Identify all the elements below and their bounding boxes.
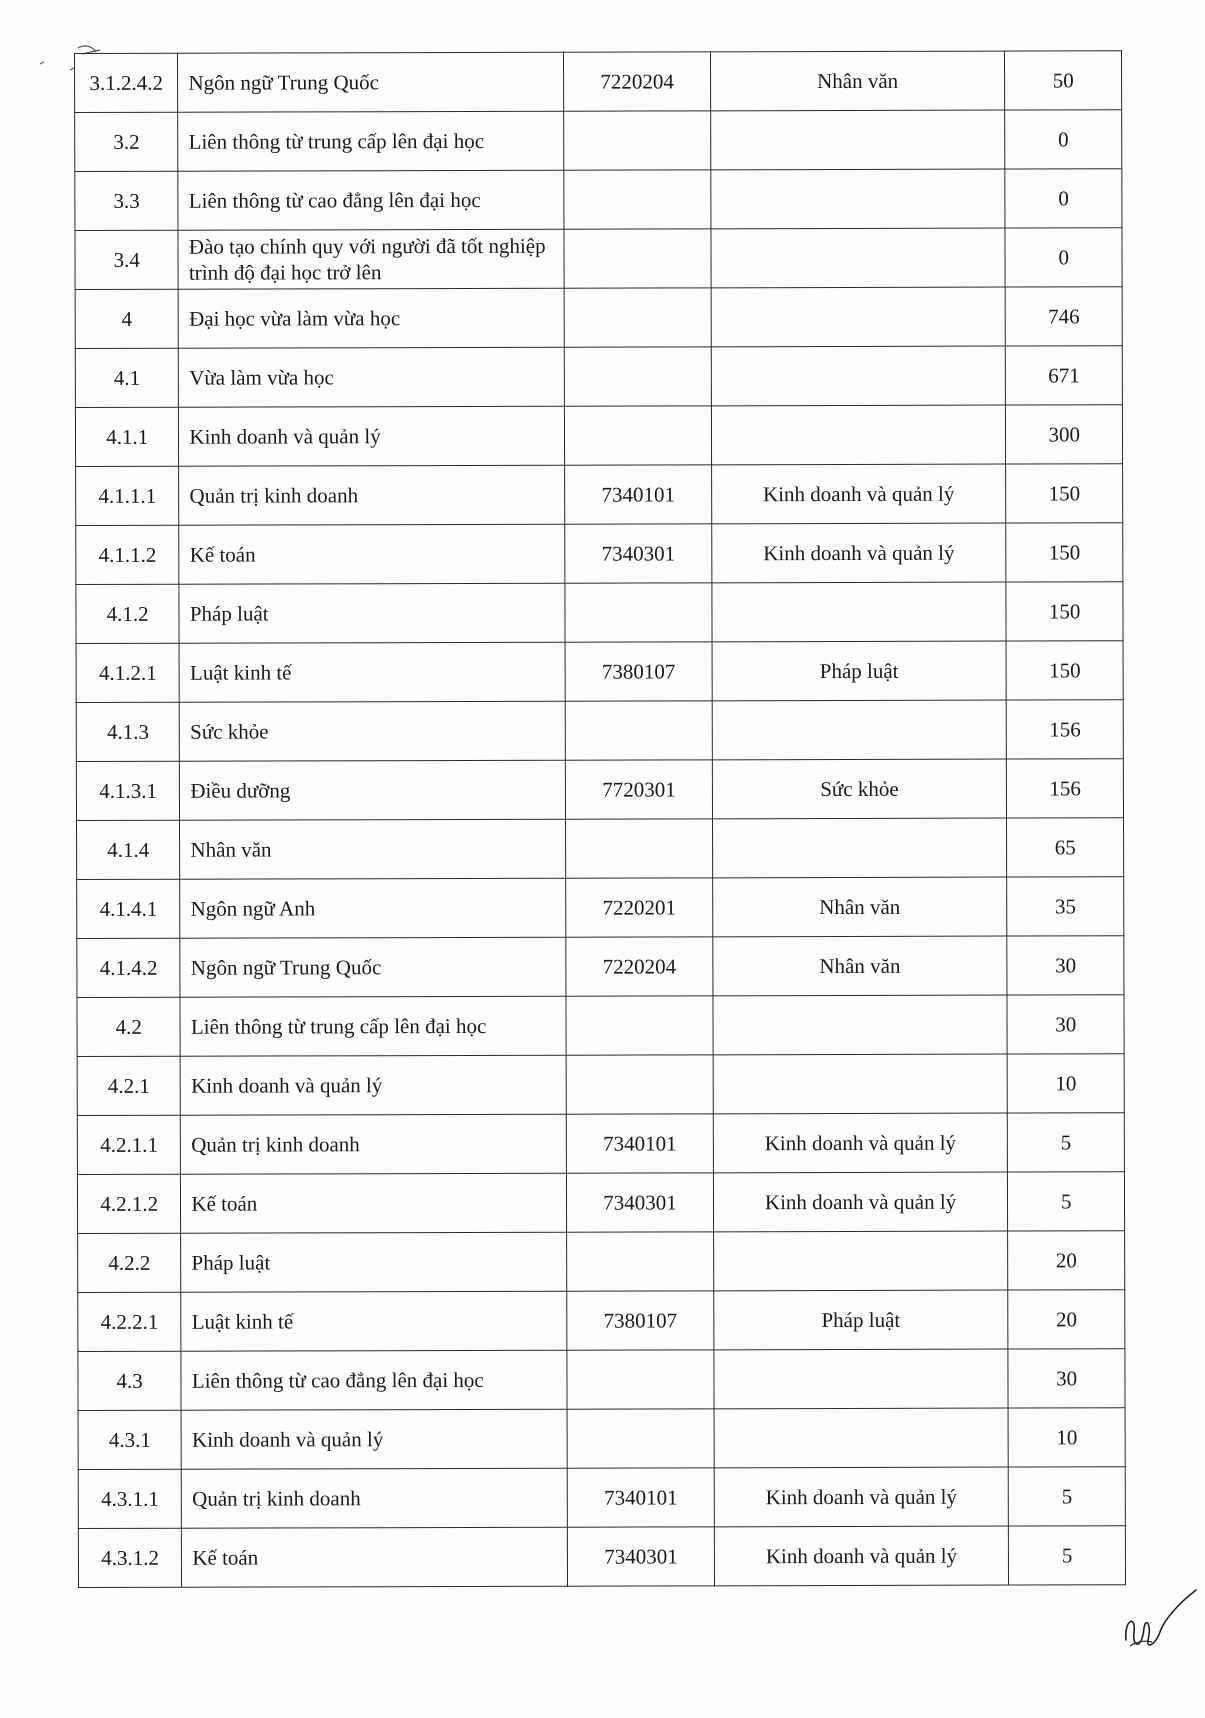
enrollment-quota-table — [74, 50, 1126, 1588]
row-index: 4.2.2 — [78, 1233, 182, 1292]
table-row — [76, 641, 1123, 703]
program-code: 7340101 — [567, 1114, 713, 1173]
table-row — [78, 1467, 1125, 1529]
quota-value: 30 — [1007, 936, 1124, 995]
program-name: Ngôn ngữ Trung Quốc — [180, 937, 566, 997]
row-index: 3.3 — [75, 171, 179, 230]
program-code: 7380107 — [565, 642, 711, 701]
program-code — [566, 996, 712, 1055]
row-index: 4.3.1 — [78, 1410, 182, 1469]
program-name: Kinh doanh và quản lý — [179, 406, 565, 466]
table-row — [76, 582, 1123, 644]
program-code: 7720301 — [566, 760, 712, 819]
program-name: Quản trị kinh doanh — [182, 1468, 568, 1528]
row-index: 3.4 — [75, 230, 179, 289]
quota-value: 10 — [1008, 1408, 1125, 1467]
row-index: 3.2 — [75, 112, 179, 171]
program-name: Luật kinh tế — [181, 1291, 567, 1351]
program-name: Đào tạo chính quy với người đã tốt nghiệp trình độ đại học trở lên — [178, 229, 564, 289]
row-index: 4.1.1.2 — [76, 525, 180, 584]
field-group — [712, 582, 1007, 642]
field-group — [712, 818, 1007, 878]
field-group — [711, 405, 1006, 465]
program-name: Pháp luật — [181, 1232, 567, 1292]
handwritten-signature — [1118, 1570, 1198, 1660]
quota-value: 5 — [1009, 1467, 1126, 1526]
program-code: 7220204 — [564, 52, 710, 111]
row-index: 4.1.2 — [76, 584, 180, 643]
field-group — [713, 1231, 1008, 1291]
program-name: Liên thông từ cao đẳng lên đại học — [178, 170, 564, 230]
row-index: 4.1.1.1 — [76, 466, 180, 525]
program-code — [567, 1409, 713, 1468]
row-index: 4 — [75, 289, 179, 348]
table-row — [78, 1231, 1125, 1293]
quota-value: 5 — [1008, 1172, 1125, 1231]
quota-value: 65 — [1007, 818, 1124, 877]
program-name: Liên thông từ trung cấp lên đại học — [180, 996, 566, 1056]
field-group — [714, 1349, 1009, 1409]
table-row — [75, 287, 1122, 349]
quota-value: 746 — [1006, 287, 1123, 346]
quota-value: 156 — [1007, 759, 1124, 818]
quota-value: 5 — [1009, 1526, 1126, 1585]
quota-value: 30 — [1008, 1349, 1125, 1408]
field-group — [713, 995, 1008, 1055]
quota-value: 0 — [1005, 169, 1122, 228]
program-code: 7340301 — [567, 1173, 713, 1232]
field-group: Pháp luật — [713, 1290, 1008, 1350]
field-group — [711, 287, 1006, 347]
quota-value: 150 — [1006, 464, 1123, 523]
row-index: 4.2.1.2 — [77, 1174, 181, 1233]
program-code — [565, 583, 711, 642]
table-row — [75, 228, 1122, 290]
row-index: 4.2 — [77, 997, 181, 1056]
program-code: 7340101 — [565, 465, 711, 524]
table-row — [78, 1290, 1125, 1352]
row-index: 4.1 — [75, 348, 179, 407]
field-group — [711, 228, 1006, 288]
program-code — [564, 229, 710, 288]
field-group: Kinh doanh và quản lý — [711, 464, 1006, 524]
quota-value: 30 — [1007, 995, 1124, 1054]
quota-value: 20 — [1008, 1290, 1125, 1349]
table-row — [75, 169, 1122, 231]
table-row — [77, 1113, 1124, 1175]
field-group: Nhân văn — [710, 51, 1005, 111]
row-index: 4.1.2.1 — [76, 643, 180, 702]
table-row — [78, 1526, 1125, 1588]
program-code — [566, 701, 712, 760]
table-row — [77, 936, 1124, 998]
row-index: 4.1.4.1 — [77, 879, 181, 938]
program-name: Đại học vừa làm vừa học — [178, 288, 564, 348]
program-name: Kinh doanh và quản lý — [181, 1055, 567, 1115]
program-code: 7340301 — [565, 524, 711, 583]
row-index: 3.1.2.4.2 — [75, 53, 179, 112]
program-name: Vừa làm vừa học — [179, 347, 565, 407]
table-body — [75, 51, 1126, 1588]
row-index: 4.2.1 — [77, 1056, 181, 1115]
program-code: 7340101 — [568, 1468, 714, 1527]
quota-value: 150 — [1006, 582, 1123, 641]
program-name: Ngôn ngữ Trung Quốc — [178, 52, 564, 112]
field-group: Pháp luật — [712, 641, 1007, 701]
table-row — [78, 1349, 1125, 1411]
program-name: Sức khỏe — [180, 701, 566, 761]
row-index: 4.1.3 — [76, 702, 180, 761]
program-name: Pháp luật — [179, 583, 565, 643]
program-code — [565, 347, 711, 406]
table-row — [75, 51, 1122, 113]
field-group: Nhân văn — [712, 877, 1007, 937]
row-index: 4.1.4.2 — [77, 938, 181, 997]
field-group: Kinh doanh và quản lý — [713, 1113, 1008, 1173]
quota-value: 300 — [1006, 405, 1123, 464]
table-row — [77, 1054, 1124, 1116]
row-index: 4.1.4 — [77, 820, 181, 879]
program-code — [564, 111, 710, 170]
table-row — [75, 346, 1122, 408]
program-code: 7220201 — [566, 878, 712, 937]
table-row — [77, 995, 1124, 1057]
table-row — [76, 759, 1123, 821]
row-index: 4.3 — [78, 1351, 182, 1410]
program-code: 7220204 — [566, 937, 712, 996]
program-name: Kế toán — [179, 524, 565, 584]
field-group — [710, 110, 1005, 170]
table-row — [76, 523, 1123, 585]
program-name: Quản trị kinh doanh — [181, 1114, 567, 1174]
program-name: Nhân văn — [180, 819, 566, 879]
field-group: Kinh doanh và quản lý — [711, 523, 1006, 583]
program-code — [565, 288, 711, 347]
field-group: Nhân văn — [712, 936, 1007, 996]
field-group — [713, 1054, 1008, 1114]
table-row — [75, 110, 1122, 172]
quota-value: 150 — [1006, 641, 1123, 700]
row-index: 4.2.1.1 — [77, 1115, 181, 1174]
quota-value: 0 — [1005, 110, 1122, 169]
quota-value: 671 — [1006, 346, 1123, 405]
row-index: 4.1.3.1 — [76, 761, 180, 820]
table-row — [77, 1172, 1124, 1234]
program-name: Kế toán — [181, 1173, 567, 1233]
field-group — [710, 169, 1005, 229]
quota-value: 20 — [1008, 1231, 1125, 1290]
field-group: Sức khỏe — [712, 759, 1007, 819]
row-index: 4.2.2.1 — [78, 1292, 182, 1351]
program-name: Liên thông từ trung cấp lên đại học — [178, 111, 564, 171]
quota-value: 0 — [1005, 228, 1122, 287]
program-code: 7380107 — [567, 1291, 713, 1350]
quota-value: 35 — [1007, 877, 1124, 936]
program-code — [564, 170, 710, 229]
field-group: Kinh doanh và quản lý — [714, 1526, 1009, 1586]
program-name: Kinh doanh và quản lý — [181, 1409, 567, 1469]
quota-value: 150 — [1006, 523, 1123, 582]
table-row — [78, 1408, 1125, 1470]
field-group: Kinh doanh và quản lý — [714, 1467, 1009, 1527]
quota-value: 5 — [1008, 1113, 1125, 1172]
program-name: Ngôn ngữ Anh — [180, 878, 566, 938]
table-row — [76, 700, 1123, 762]
quota-value: 156 — [1007, 700, 1124, 759]
program-code — [567, 1350, 713, 1409]
program-code — [566, 819, 712, 878]
program-code: 7340301 — [568, 1527, 714, 1586]
field-group — [714, 1408, 1009, 1468]
row-index: 4.1.1 — [75, 407, 179, 466]
program-name: Quản trị kinh doanh — [179, 465, 565, 525]
program-code — [565, 406, 711, 465]
field-group — [712, 700, 1007, 760]
table-row — [77, 877, 1124, 939]
quota-value: 10 — [1008, 1054, 1125, 1113]
program-code — [567, 1232, 713, 1291]
program-code — [567, 1055, 713, 1114]
program-name: Liên thông từ cao đẳng lên đại học — [181, 1350, 567, 1410]
field-group: Kinh doanh và quản lý — [713, 1172, 1008, 1232]
program-name: Luật kinh tế — [179, 642, 565, 702]
field-group — [711, 346, 1006, 406]
table-row — [75, 405, 1122, 467]
table-row — [76, 464, 1123, 526]
program-name: Kế toán — [182, 1527, 568, 1587]
quota-value: 50 — [1005, 51, 1122, 110]
table-row — [77, 818, 1124, 880]
program-name: Điều dưỡng — [180, 760, 566, 820]
row-index: 4.3.1.1 — [78, 1469, 182, 1528]
row-index: 4.3.1.2 — [78, 1528, 182, 1587]
